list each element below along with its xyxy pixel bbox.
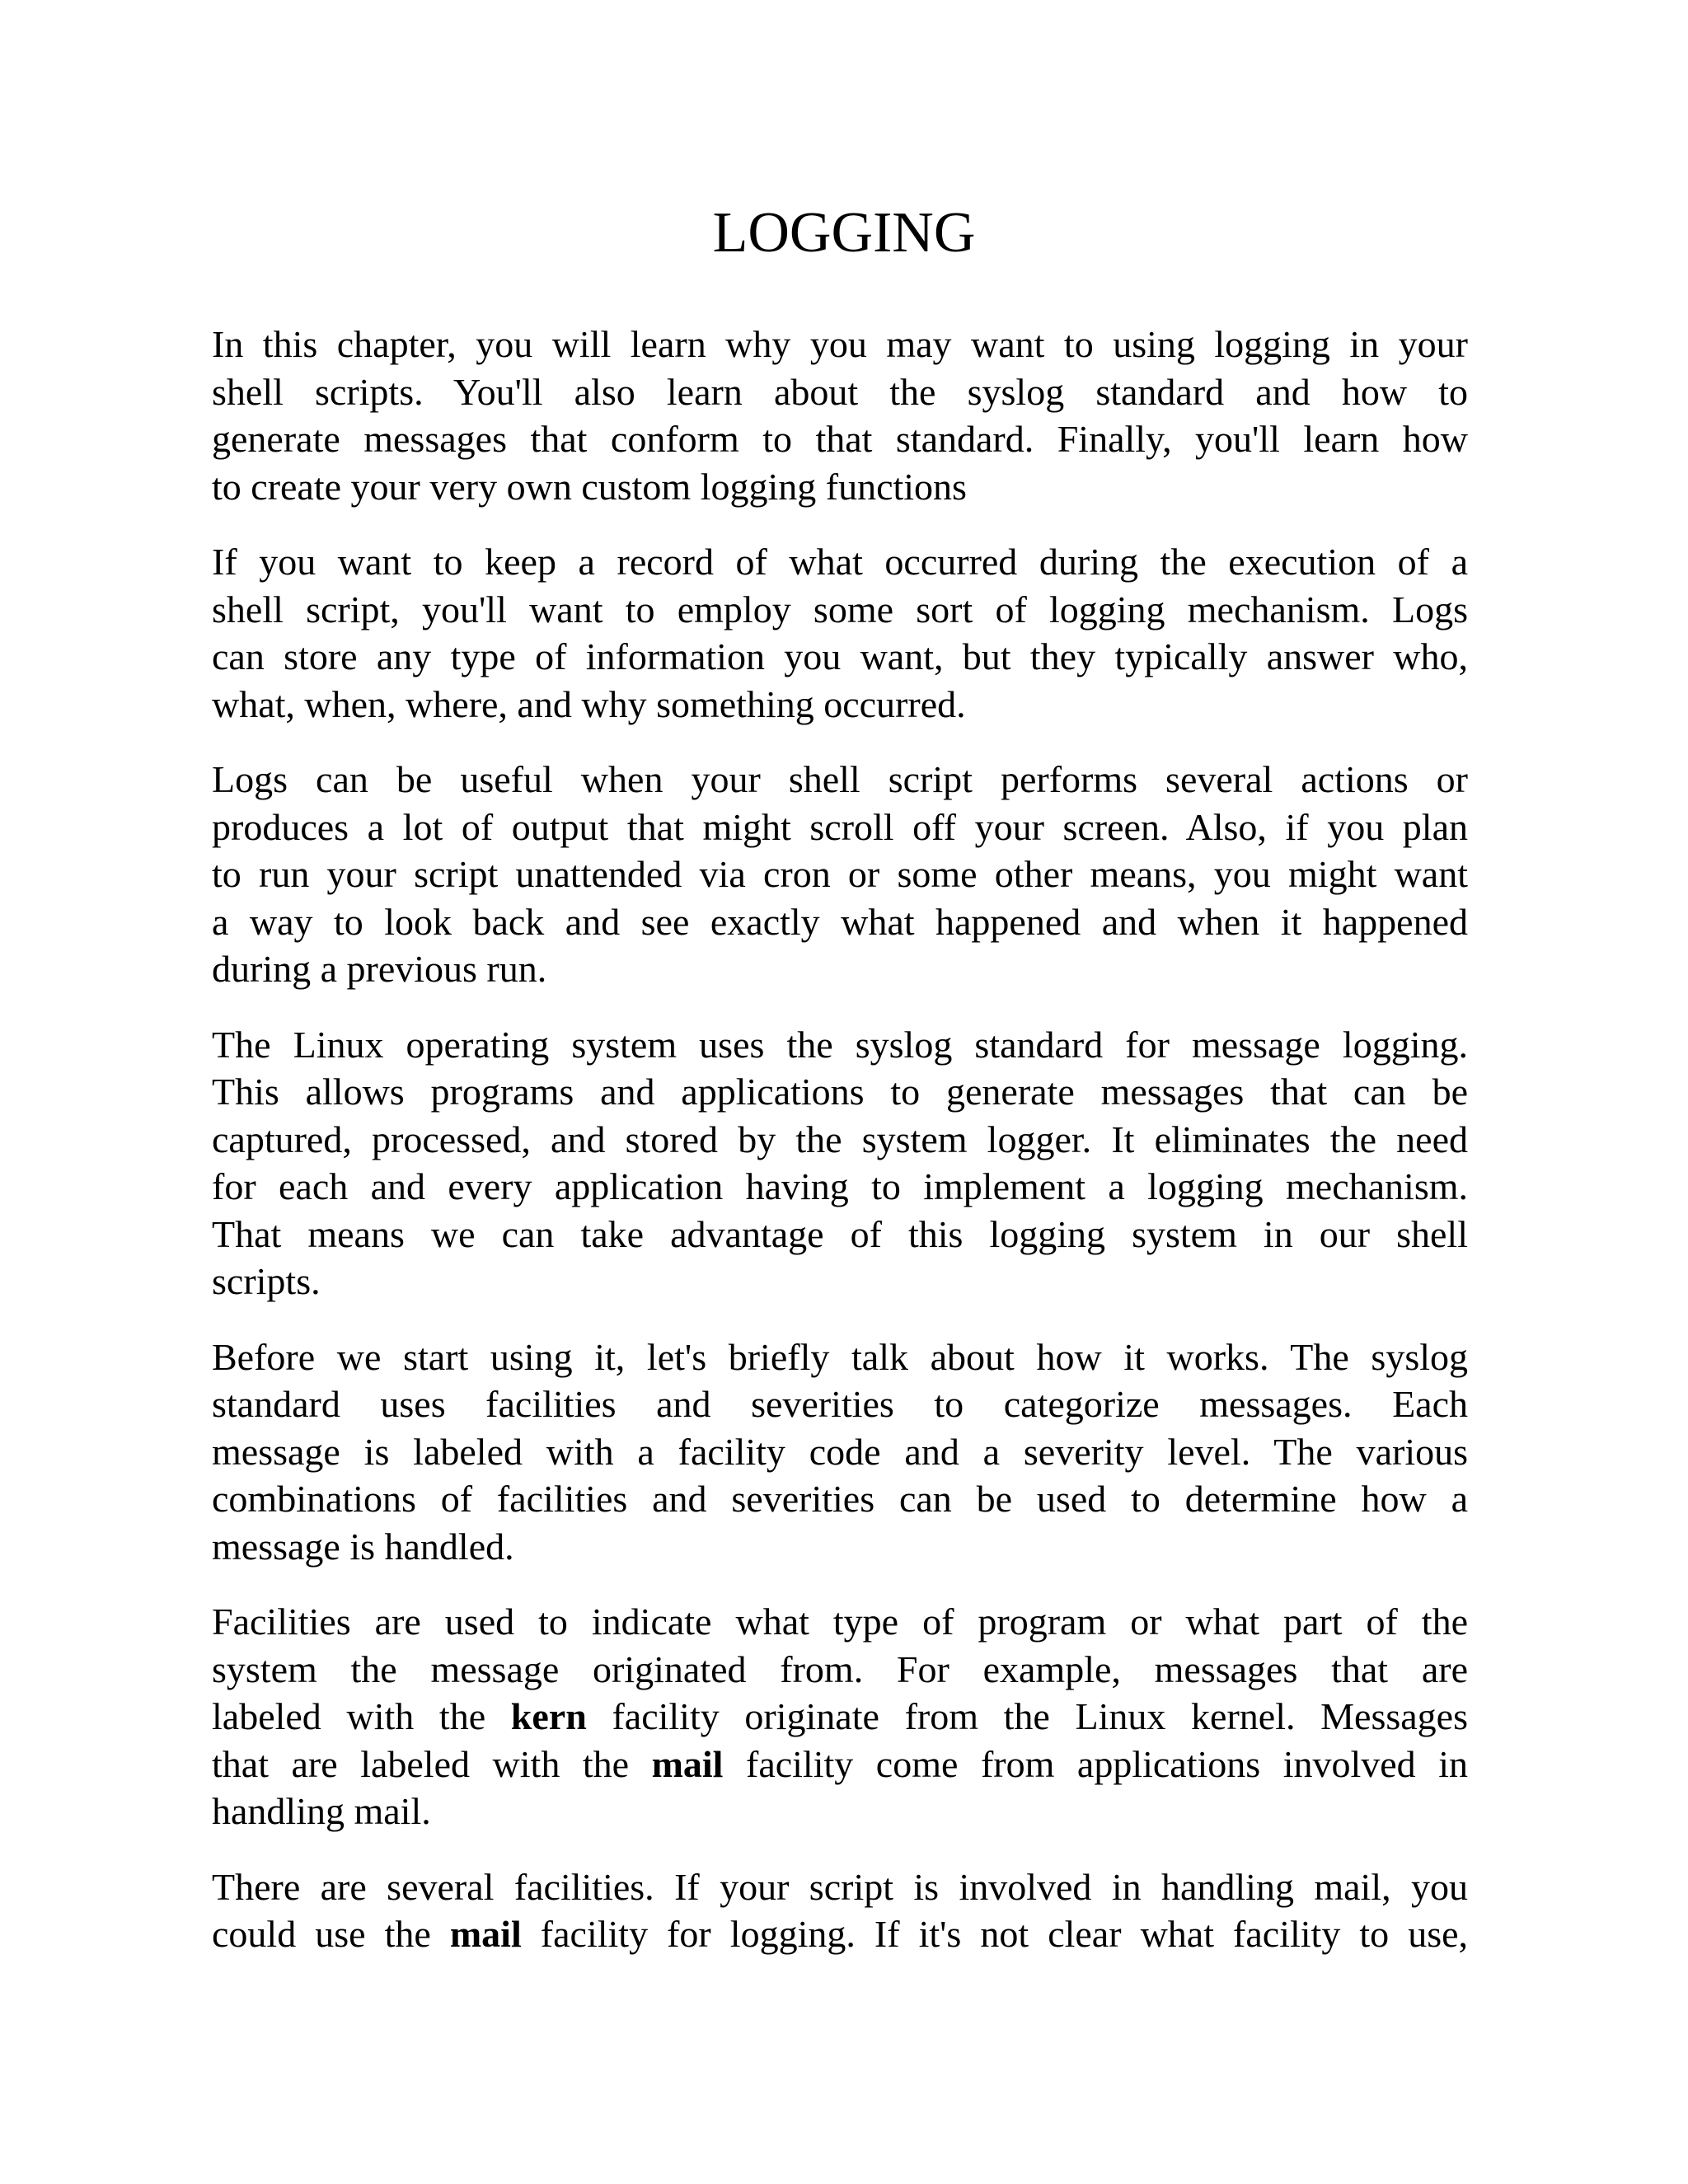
text-line-mixed — [212, 1910, 1468, 1958]
text-line: shell script, you'll want to employ some sort of logging mechanism. Logs — [212, 588, 1468, 630]
text-line-mixed — [212, 1741, 1468, 1788]
text-line: Logs can be useful when your shell script performs several actions or — [212, 758, 1468, 800]
text-line: message is handled. — [212, 1525, 514, 1568]
mail-keyword: mail — [449, 1913, 522, 1955]
text-line: This allows programs and applications to generate messages that can be — [212, 1071, 1468, 1113]
text-line: If you want to keep a record of what occurred during the execution of a — [212, 541, 1468, 583]
text-line: Facilities are used to indicate what type of program or what part of the — [212, 1601, 1468, 1643]
text-run: could use the — [212, 1913, 431, 1955]
text-line: what, when, where, and why something occurred. — [212, 682, 966, 725]
text-line: produces a lot of output that might scroll off your screen. Also, if you plan — [212, 805, 1468, 848]
text-line: generate messages that conform to that standard. Finally, you'll learn how — [212, 418, 1468, 460]
text-run: facility for logging. If it's not clear what facility to use, — [540, 1913, 1469, 1955]
text-line: scripts. — [212, 1260, 321, 1302]
text-line: during a previous run. — [212, 948, 547, 990]
text-line: standard uses facilities and severities to categorize messages. Each — [212, 1383, 1468, 1425]
text-line: message is labeled with a facility code and a severity level. The various — [212, 1430, 1468, 1473]
text-line: a way to look back and see exactly what happened and when it happened — [212, 900, 1468, 943]
paragraph-several-facilities — [212, 1863, 1468, 1958]
text-line: The Linux operating system uses the syslog standard for message logging. — [212, 1023, 1468, 1066]
paragraph-linux-syslog — [212, 1021, 1468, 1305]
text-line: shell scripts. You'll also learn about the syslog standard and how to — [212, 370, 1468, 413]
text-line: That means we can take advantage of this logging system in our shell — [212, 1212, 1468, 1255]
text-run: that are labeled with the — [212, 1742, 630, 1785]
text-line: There are several facilities. If your script is involved in handling mail, you — [212, 1865, 1468, 1908]
mail-keyword: mail — [651, 1742, 724, 1785]
kern-keyword: kern — [510, 1695, 587, 1737]
paragraph-facilities — [212, 1598, 1468, 1835]
text-line: captured, processed, and stored by the system logger. It eliminates the need — [212, 1118, 1468, 1160]
text-line: handling mail. — [212, 1790, 431, 1832]
text-line: can store any type of information you want, but they typically answer who, — [212, 635, 1468, 677]
text-line: combinations of facilities and severities can be used to determine how a — [212, 1478, 1468, 1520]
text-line: to create your very own custom logging functions — [212, 465, 967, 508]
text-line: system the message originated from. For example, messages that are — [212, 1647, 1468, 1690]
text-run: facility originate from the Linux kernel. Messages — [612, 1695, 1469, 1737]
text-line-mixed — [212, 1693, 1468, 1741]
page-title: LOGGING — [712, 201, 976, 265]
text-run: labeled with the — [212, 1695, 486, 1737]
paragraph-how-it-works — [212, 1333, 1468, 1571]
paragraph-useful — [212, 756, 1468, 993]
text-run: facility come from applications involved in — [746, 1742, 1468, 1785]
text-line: for each and every application having to implement a logging mechanism. — [212, 1165, 1468, 1207]
paragraph-record — [212, 538, 1468, 728]
text-line: Before we start using it, let's briefly talk about how it works. The syslog — [212, 1335, 1468, 1378]
paragraph-intro — [212, 321, 1468, 510]
text-line: In this chapter, you will learn why you may want to using logging in your — [212, 323, 1468, 365]
text-line: to run your script unattended via cron or some other means, you might want — [212, 853, 1468, 895]
document-body — [212, 321, 1468, 1986]
